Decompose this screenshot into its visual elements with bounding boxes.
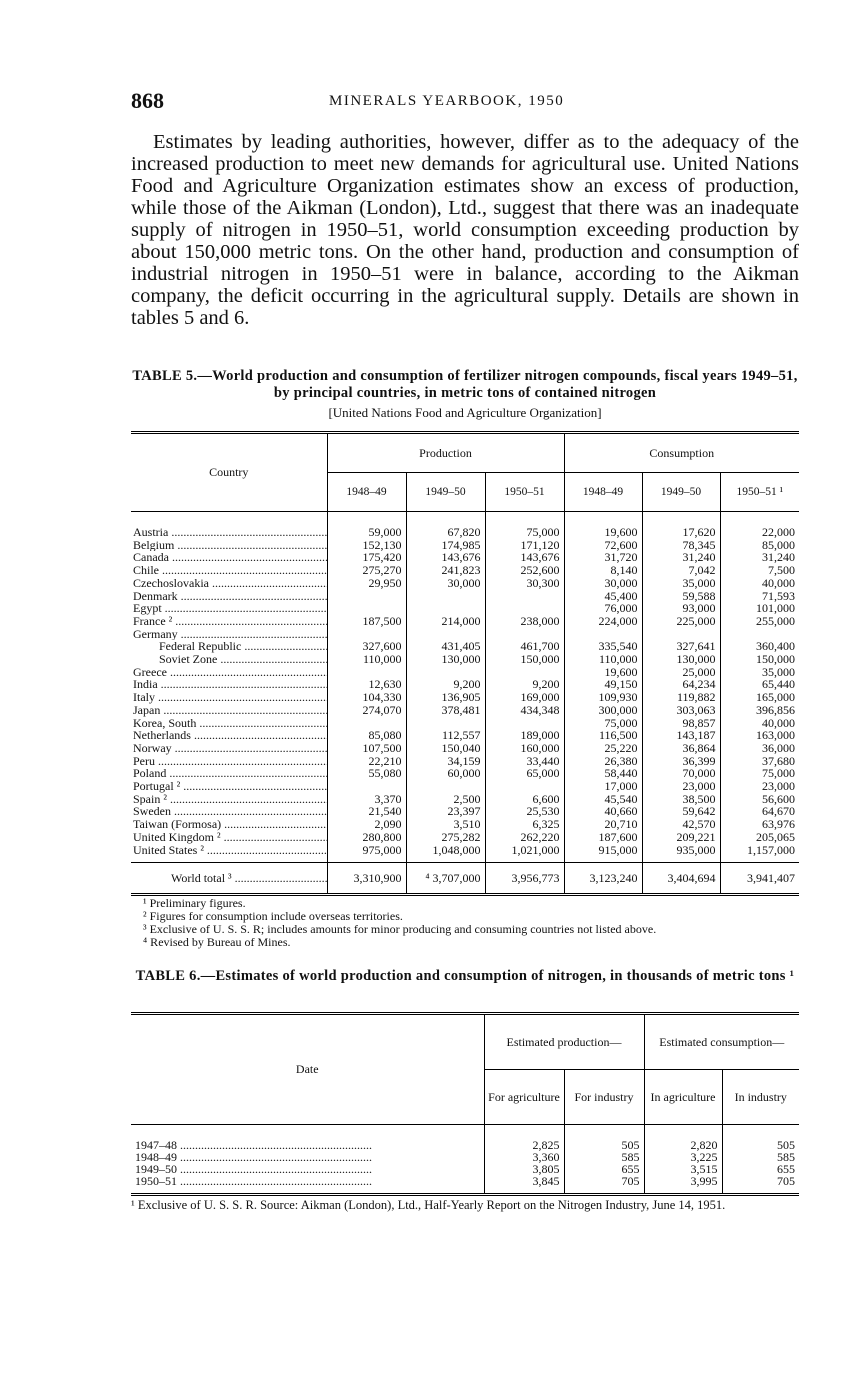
table-cell: 98,857: [642, 717, 720, 730]
page-number: 868: [131, 88, 164, 113]
table-cell: 3,941,407: [720, 863, 799, 895]
table-cell: 45,400: [564, 590, 642, 603]
country-name: France ² .....: [131, 615, 327, 628]
table-cell: 327,641: [642, 640, 720, 653]
country-name: Belgium .....: [131, 539, 327, 552]
table-cell: 275,270: [327, 564, 406, 577]
table-cell: 143,676: [406, 551, 485, 564]
country-name: Peru .....: [131, 755, 327, 768]
country-name: Norway .....: [131, 742, 327, 755]
production-header: Production: [327, 433, 564, 473]
table-cell: 275,282: [406, 831, 485, 844]
table-cell: 378,481: [406, 704, 485, 717]
country-name: Canada .....: [131, 551, 327, 564]
country-name: Chile .....: [131, 564, 327, 577]
table-cell: 163,000: [720, 729, 799, 742]
table-cell: 72,600: [564, 539, 642, 552]
table-row: [131, 564, 799, 577]
year-header: 1950–51 ¹: [720, 473, 799, 512]
table-cell: 26,380: [564, 755, 642, 768]
table-cell: 17,000: [564, 780, 642, 793]
consumption-header: Estimated consumption—: [644, 1014, 799, 1070]
table-cell: 6,600: [485, 793, 564, 806]
table-cell: 3,515: [644, 1163, 722, 1175]
table-cell: 300,000: [564, 704, 642, 717]
table-cell: 40,660: [564, 805, 642, 818]
table-cell: 110,000: [564, 653, 642, 666]
table-cell: 78,345: [642, 539, 720, 552]
table-cell: 238,000: [485, 615, 564, 628]
table6-source-note: ¹ Exclusive of U. S. S. R. Source: Aikman (London), Ltd., Half-Yearly Report on the Nitrogen Industry, June 14, 1951.: [131, 1198, 726, 1212]
table-cell: 42,570: [642, 818, 720, 831]
table-cell: 64,234: [642, 678, 720, 691]
table-cell: 3,995: [644, 1175, 722, 1195]
table-cell: 143,676: [485, 551, 564, 564]
table-cell: [406, 590, 485, 603]
table-cell: 116,500: [564, 729, 642, 742]
table-cell: 915,000: [564, 844, 642, 863]
table-cell: 303,063: [642, 704, 720, 717]
table-cell: 64,670: [720, 805, 799, 818]
country-name: Poland .....: [131, 767, 327, 780]
table6-title: TABLE 6.—Estimates of world production and consumption of nitrogen, in thousands of metric tons ¹: [135, 968, 795, 984]
table-cell: 505: [564, 1125, 644, 1152]
table-cell: 36,399: [642, 755, 720, 768]
table-cell: [327, 590, 406, 603]
date-label: 1948–49 .....: [131, 1151, 484, 1163]
table-cell: 65,000: [485, 767, 564, 780]
table-row: [131, 691, 799, 704]
table-cell: 2,820: [644, 1125, 722, 1152]
table-cell: 58,440: [564, 767, 642, 780]
table-cell: 205,065: [720, 831, 799, 844]
table-cell: 23,397: [406, 805, 485, 818]
table-row: [131, 1125, 799, 1152]
table-cell: 1,048,000: [406, 844, 485, 863]
date-header: Date: [131, 1014, 484, 1125]
table-cell: 45,540: [564, 793, 642, 806]
table-cell: 25,220: [564, 742, 642, 755]
country-name: Sweden .....: [131, 805, 327, 818]
table-cell: 396,856: [720, 704, 799, 717]
consumption-header: Consumption: [564, 433, 799, 473]
table-cell: 76,000: [564, 602, 642, 615]
table-cell: 3,225: [644, 1151, 722, 1163]
table-cell: 65,440: [720, 678, 799, 691]
table-cell: 335,540: [564, 640, 642, 653]
table-cell: 160,000: [485, 742, 564, 755]
table-cell: 130,000: [642, 653, 720, 666]
page-header: [131, 88, 799, 114]
table-cell: 35,000: [642, 577, 720, 590]
table-cell: [485, 590, 564, 603]
table-cell: 75,000: [485, 512, 564, 539]
sub-header: For industry: [564, 1070, 644, 1125]
table-cell: 6,325: [485, 818, 564, 831]
country-name: Spain ² .....: [131, 793, 327, 806]
table-cell: 7,500: [720, 564, 799, 577]
table-cell: 214,000: [406, 615, 485, 628]
table-cell: 225,000: [642, 615, 720, 628]
table-cell: 29,950: [327, 577, 406, 590]
table-row: [131, 577, 799, 590]
table-cell: 241,823: [406, 564, 485, 577]
table-cell: 136,905: [406, 691, 485, 704]
table5-footnotes: [131, 897, 799, 949]
country-name: United States ² .....: [131, 844, 327, 863]
table5: [131, 431, 799, 896]
country-name: United Kingdom ² .....: [131, 831, 327, 844]
table-cell: 22,000: [720, 512, 799, 539]
country-name: Japan .....: [131, 704, 327, 717]
table-cell: 31,240: [642, 551, 720, 564]
table-cell: 3,845: [484, 1175, 564, 1195]
table-row: [131, 1175, 799, 1195]
table-row: [131, 831, 799, 844]
table-cell: 30,000: [406, 577, 485, 590]
date-label: 1947–48 .....: [131, 1125, 484, 1152]
table5-subtitle: [United Nations Food and Agriculture Organization]: [328, 405, 602, 420]
table-cell: 31,720: [564, 551, 642, 564]
table-cell: 75,000: [720, 767, 799, 780]
table-cell: 19,600: [564, 666, 642, 679]
table-cell: 71,593: [720, 590, 799, 603]
world-total-row: [131, 863, 799, 895]
table-cell: 655: [564, 1163, 644, 1175]
table-cell: 110,000: [327, 653, 406, 666]
table-cell: 143,187: [642, 729, 720, 742]
table-cell: 67,820: [406, 512, 485, 539]
table-cell: [327, 780, 406, 793]
table-cell: 3,360: [484, 1151, 564, 1163]
table-cell: 3,123,240: [564, 863, 642, 895]
table-cell: 17,620: [642, 512, 720, 539]
table-cell: 30,300: [485, 577, 564, 590]
table-cell: 119,882: [642, 691, 720, 704]
table-cell: 37,680: [720, 755, 799, 768]
table-row: [131, 844, 799, 863]
world-total-label: World total ³ .....: [131, 863, 327, 895]
table-cell: 59,642: [642, 805, 720, 818]
table-cell: 9,200: [485, 678, 564, 691]
table-row: [131, 512, 799, 539]
table-cell: 85,000: [720, 539, 799, 552]
sub-header: In agriculture: [644, 1070, 722, 1125]
table-cell: 585: [722, 1151, 799, 1163]
table-cell: 56,600: [720, 793, 799, 806]
country-name: Egypt .....: [131, 602, 327, 615]
production-header: Estimated production—: [484, 1014, 644, 1070]
table5-title: TABLE 5.—World production and consumption of fertilizer nitrogen compounds, fiscal years 1949–51, by principal countries, in metric tons of contained nitrogen: [132, 368, 798, 401]
table-cell: 262,220: [485, 831, 564, 844]
table-cell: 19,600: [564, 512, 642, 539]
running-head: MINERALS YEARBOOK, 1950: [329, 93, 565, 109]
table-cell: 93,000: [642, 602, 720, 615]
country-name: Federal Republic .....: [131, 640, 327, 653]
country-name: Portugal ² .....: [131, 780, 327, 793]
country-name: Netherlands .....: [131, 729, 327, 742]
table-cell: 431,405: [406, 640, 485, 653]
table-cell: 25,000: [642, 666, 720, 679]
table-cell: 1,021,000: [485, 844, 564, 863]
table-cell: 23,000: [720, 780, 799, 793]
table-cell: 3,310,900: [327, 863, 406, 895]
table-cell: 25,530: [485, 805, 564, 818]
table-cell: 21,540: [327, 805, 406, 818]
country-name: Italy .....: [131, 691, 327, 704]
table-cell: 60,000: [406, 767, 485, 780]
table-cell: 40,000: [720, 577, 799, 590]
country-name: Germany .....: [131, 628, 327, 641]
footnote: ² Figures for consumption include overseas territories.: [143, 909, 403, 923]
table-cell: 70,000: [642, 767, 720, 780]
table-cell: 209,221: [642, 831, 720, 844]
table-cell: 104,330: [327, 691, 406, 704]
table-row: [131, 742, 799, 755]
table-cell: 3,404,694: [642, 863, 720, 895]
year-header: 1949–50: [642, 473, 720, 512]
country-name: Czechoslovakia .....: [131, 577, 327, 590]
table-cell: 187,600: [564, 831, 642, 844]
footnote: ⁴ Revised by Bureau of Mines.: [143, 935, 291, 949]
table-cell: 40,000: [720, 717, 799, 730]
country-name: Austria .....: [131, 512, 327, 539]
country-name: Soviet Zone .....: [131, 653, 327, 666]
table-cell: 655: [722, 1163, 799, 1175]
country-name: India .....: [131, 678, 327, 691]
table-cell: 107,500: [327, 742, 406, 755]
table-cell: 1,157,000: [720, 844, 799, 863]
table-cell: 101,000: [720, 602, 799, 615]
table-cell: 187,500: [327, 615, 406, 628]
year-header: 1950–51: [485, 473, 564, 512]
table-cell: 3,510: [406, 818, 485, 831]
table-cell: 9,200: [406, 678, 485, 691]
table-cell: 30,000: [564, 577, 642, 590]
table-cell: 112,557: [406, 729, 485, 742]
country-name: Denmark .....: [131, 590, 327, 603]
table-row: [131, 615, 799, 628]
table-cell: 274,070: [327, 704, 406, 717]
table-cell: 189,000: [485, 729, 564, 742]
table-cell: 20,710: [564, 818, 642, 831]
table-cell: 36,000: [720, 742, 799, 755]
table-cell: 33,440: [485, 755, 564, 768]
table-cell: 3,956,773: [485, 863, 564, 895]
year-header: 1949–50: [406, 473, 485, 512]
table-cell: 150,000: [485, 653, 564, 666]
table-cell: 935,000: [642, 844, 720, 863]
table-cell: [485, 780, 564, 793]
body-paragraph: Estimates by leading authorities, however, differ as to the adequacy of the increased production to meet new demands for agricultural use. United Nations Food and Agriculture Organization estimates show an excess of production, while those of the Aikman (London), Ltd., suggest that there was an inadequate supply of nitrogen in 1950–51, world consumption exceeding production by about 150,000 metric tons. On the other hand, production and consumption of industrial nitrogen in 1950–51 were in balance, according to the Aikman company, the deficit occurring in the agricultural supply. Details are shown in tables 5 and 6.: [131, 131, 799, 329]
table-cell: 152,130: [327, 539, 406, 552]
table-cell: 505: [722, 1125, 799, 1152]
table-cell: 327,600: [327, 640, 406, 653]
table-cell: 224,000: [564, 615, 642, 628]
sub-header: For agriculture: [484, 1070, 564, 1125]
table-cell: 8,140: [564, 564, 642, 577]
table-cell: 59,588: [642, 590, 720, 603]
sub-header: In industry: [722, 1070, 799, 1125]
table-cell: 2,825: [484, 1125, 564, 1152]
table-row: [131, 818, 799, 831]
table-row: [131, 780, 799, 793]
year-header: 1948–49: [327, 473, 406, 512]
table-cell: 49,150: [564, 678, 642, 691]
footnote: ¹ Preliminary figures.: [143, 896, 246, 910]
table-cell: 12,630: [327, 678, 406, 691]
table-cell: 55,080: [327, 767, 406, 780]
footnote: ³ Exclusive of U. S. S. R; includes amounts for minor producing and consuming countries not listed above.: [143, 922, 657, 936]
table-cell: 36,864: [642, 742, 720, 755]
year-header: 1948–49: [564, 473, 642, 512]
table-cell: 35,000: [720, 666, 799, 679]
table-cell: ⁴ 3,707,000: [406, 863, 485, 895]
table-cell: [406, 780, 485, 793]
table-cell: 280,800: [327, 831, 406, 844]
table-cell: 2,090: [327, 818, 406, 831]
table-cell: 109,930: [564, 691, 642, 704]
country-name: Korea, South .....: [131, 717, 327, 730]
table-cell: 2,500: [406, 793, 485, 806]
table-cell: 150,000: [720, 653, 799, 666]
table-cell: 63,976: [720, 818, 799, 831]
table-cell: 59,000: [327, 512, 406, 539]
table-cell: 34,159: [406, 755, 485, 768]
table-cell: 175,420: [327, 551, 406, 564]
table-cell: 705: [564, 1175, 644, 1195]
table-cell: 169,000: [485, 691, 564, 704]
table-cell: 360,400: [720, 640, 799, 653]
table-cell: 7,042: [642, 564, 720, 577]
table-cell: 150,040: [406, 742, 485, 755]
country-name: Greece .....: [131, 666, 327, 679]
table-cell: 252,600: [485, 564, 564, 577]
table-cell: 22,210: [327, 755, 406, 768]
table-cell: 585: [564, 1151, 644, 1163]
table-cell: 461,700: [485, 640, 564, 653]
table-cell: 3,805: [484, 1163, 564, 1175]
table-cell: 975,000: [327, 844, 406, 863]
table-cell: 23,000: [642, 780, 720, 793]
table-cell: 174,985: [406, 539, 485, 552]
table-cell: 130,000: [406, 653, 485, 666]
table-cell: 85,080: [327, 729, 406, 742]
table-cell: 171,120: [485, 539, 564, 552]
table-cell: 38,500: [642, 793, 720, 806]
table-cell: 434,348: [485, 704, 564, 717]
table-cell: 255,000: [720, 615, 799, 628]
table6: [131, 1012, 799, 1196]
table-cell: 705: [722, 1175, 799, 1195]
table-cell: 165,000: [720, 691, 799, 704]
table-cell: 3,370: [327, 793, 406, 806]
country-header: Country: [131, 433, 327, 512]
table-row: [131, 704, 799, 717]
table-cell: 75,000: [564, 717, 642, 730]
country-name: Taiwan (Formosa) .....: [131, 818, 327, 831]
table-row: [131, 653, 799, 666]
date-label: 1950–51 .....: [131, 1175, 484, 1195]
date-label: 1949–50 .....: [131, 1163, 484, 1175]
table-cell: 31,240: [720, 551, 799, 564]
